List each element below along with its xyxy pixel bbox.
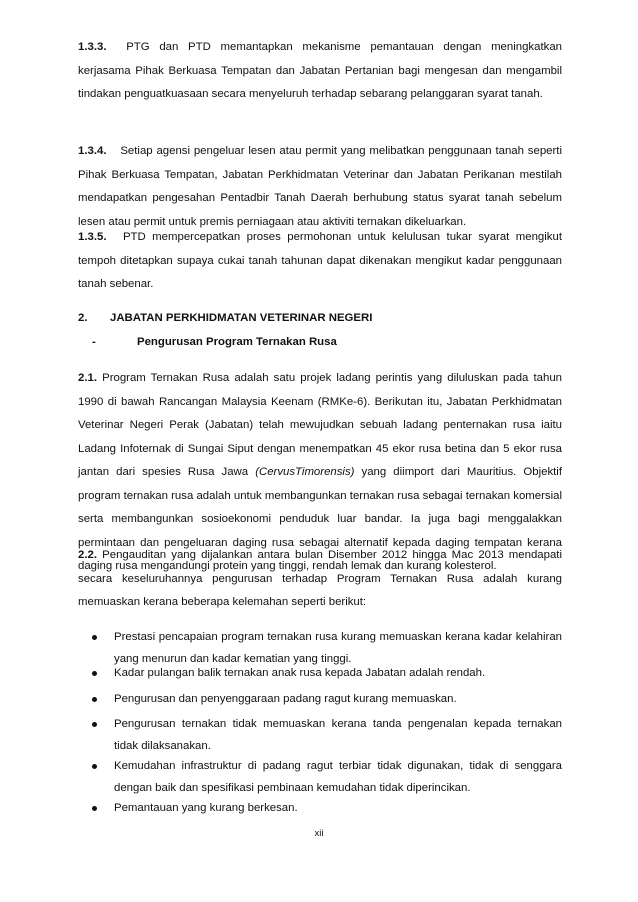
bullet-icon bbox=[92, 635, 97, 640]
list-item-text: Prestasi pencapaian program ternakan rusa kurang memuaskan kerana kadar kelahiran yang menurun dan kadar kematian yang tinggi. bbox=[114, 631, 562, 665]
paragraph-text-continued: yang diimport dari Mauritius. Objektif program ternakan rusa adalah untuk membangunkan ternakan rusa sebagai ternakan komersial serta membangunkan sosioekonomi penduduk luar bandar. Ia juga bagi menggalakkan permintaan dan pengeluaran daging rusa sebagai alternatif kepada daging tempatan kerana daging rusa mengandungi protein yang tinggi, rendah lemak dan kurang kolesterol. bbox=[78, 466, 562, 572]
list-item-text: Pemantauan yang kurang berkesan. bbox=[114, 802, 298, 814]
section-heading bbox=[78, 307, 562, 331]
paragraph-number: 2.2. bbox=[78, 549, 97, 561]
section-title: JABATAN PERKHIDMATAN VETERINAR NEGERI bbox=[110, 312, 373, 324]
list-item bbox=[78, 797, 562, 819]
bullet-icon bbox=[92, 697, 97, 702]
paragraph-2-2 bbox=[78, 544, 562, 615]
paragraph-number: 1.3.5. bbox=[78, 231, 107, 243]
list-item bbox=[78, 688, 562, 710]
species-name: (CervusTimorensis) bbox=[255, 466, 355, 478]
paragraph-1-3-3 bbox=[78, 36, 562, 107]
paragraph-1-3-5 bbox=[78, 226, 562, 297]
paragraph-text: Setiap agensi pengeluar lesen atau permit yang melibatkan penggunaan tanah seperti Pihak Berkuasa Tempatan, Jabatan Perkhidmatan Veterinar dan Jabatan Perikanan mestilah mendapatkan pengesahan Pentadbir Tanah Daerah berhubung status syarat tanah sebelum lesen atau permit untuk premis perniagaan atau aktiviti ternakan dikeluarkan. bbox=[78, 145, 562, 228]
paragraph-number: 1.3.4. bbox=[78, 145, 107, 157]
bullet-icon bbox=[92, 806, 97, 811]
bullet-icon bbox=[92, 722, 97, 727]
section-number: 2. bbox=[78, 312, 88, 324]
list-item-text: Pengurusan dan penyenggaraan padang ragut kurang memuaskan. bbox=[114, 693, 457, 705]
page-number: xii bbox=[314, 828, 324, 839]
paragraph-number: 1.3.3. bbox=[78, 41, 107, 53]
list-item bbox=[78, 755, 562, 799]
list-item bbox=[78, 713, 562, 757]
list-item-text: Kemudahan infrastruktur di padang ragut terbiar tidak digunakan, tidak di senggara dengan baik dan spesifikasi pembinaan kemudahan tidak diperincikan. bbox=[114, 760, 562, 794]
list-item-text: Kadar pulangan balik ternakan anak rusa kepada Jabatan adalah rendah. bbox=[114, 667, 486, 679]
paragraph-text: PTG dan PTD memantapkan mekanisme pemantauan dengan meningkatkan kerjasama Pihak Berkuasa Tempatan dan Jabatan Pertanian bagi mengesan dan mengambil tindakan penguatkuasaan secara menyeluruh terhadap sebarang pelanggaran syarat tanah. bbox=[78, 41, 562, 100]
paragraph-text: Pengauditan yang dijalankan antara bulan Disember 2012 hingga Mac 2013 mendapati secara keseluruhannya pengurusan terhadap Program Ternakan Rusa adalah kurang memuaskan kerana beberapa kelemahan seperti berikut: bbox=[78, 549, 562, 608]
paragraph-text: PTD mempercepatkan proses permohonan untuk kelulusan tukar syarat mengikut tempoh ditetapkan supaya cukai tanah tahunan dapat dikenakan mengikut kadar penggunaan tanah sebenar. bbox=[78, 231, 562, 290]
paragraph-number: 2.1. bbox=[78, 372, 97, 384]
bullet-icon bbox=[92, 764, 97, 769]
list-item bbox=[78, 662, 562, 684]
paragraph-text: Program Ternakan Rusa adalah satu projek ladang perintis yang diluluskan pada tahun 1990 di bawah Rancangan Malaysia Keenam (RMKe-6). Berikutan itu, Jabatan Perkhidmatan Veterinar Negeri Perak (Jabatan) telah mewujudkan sebuah ladang penternakan rusa iaitu Ladang Infoternak di Sungai Siput dengan menempatkan 45 ekor rusa betina dan 5 ekor rusa jantan dari spesies Rusa Jawa bbox=[78, 372, 562, 478]
section-subheading bbox=[92, 331, 337, 355]
bullet-icon bbox=[92, 671, 97, 676]
subheading-title: Pengurusan Program Ternakan Rusa bbox=[137, 336, 337, 348]
subheading-dash: - bbox=[92, 336, 96, 348]
paragraph-1-3-4 bbox=[78, 140, 562, 234]
list-item-text: Pengurusan ternakan tidak memuaskan kerana tanda pengenalan kepada ternakan tidak dilaksanakan. bbox=[114, 718, 562, 752]
